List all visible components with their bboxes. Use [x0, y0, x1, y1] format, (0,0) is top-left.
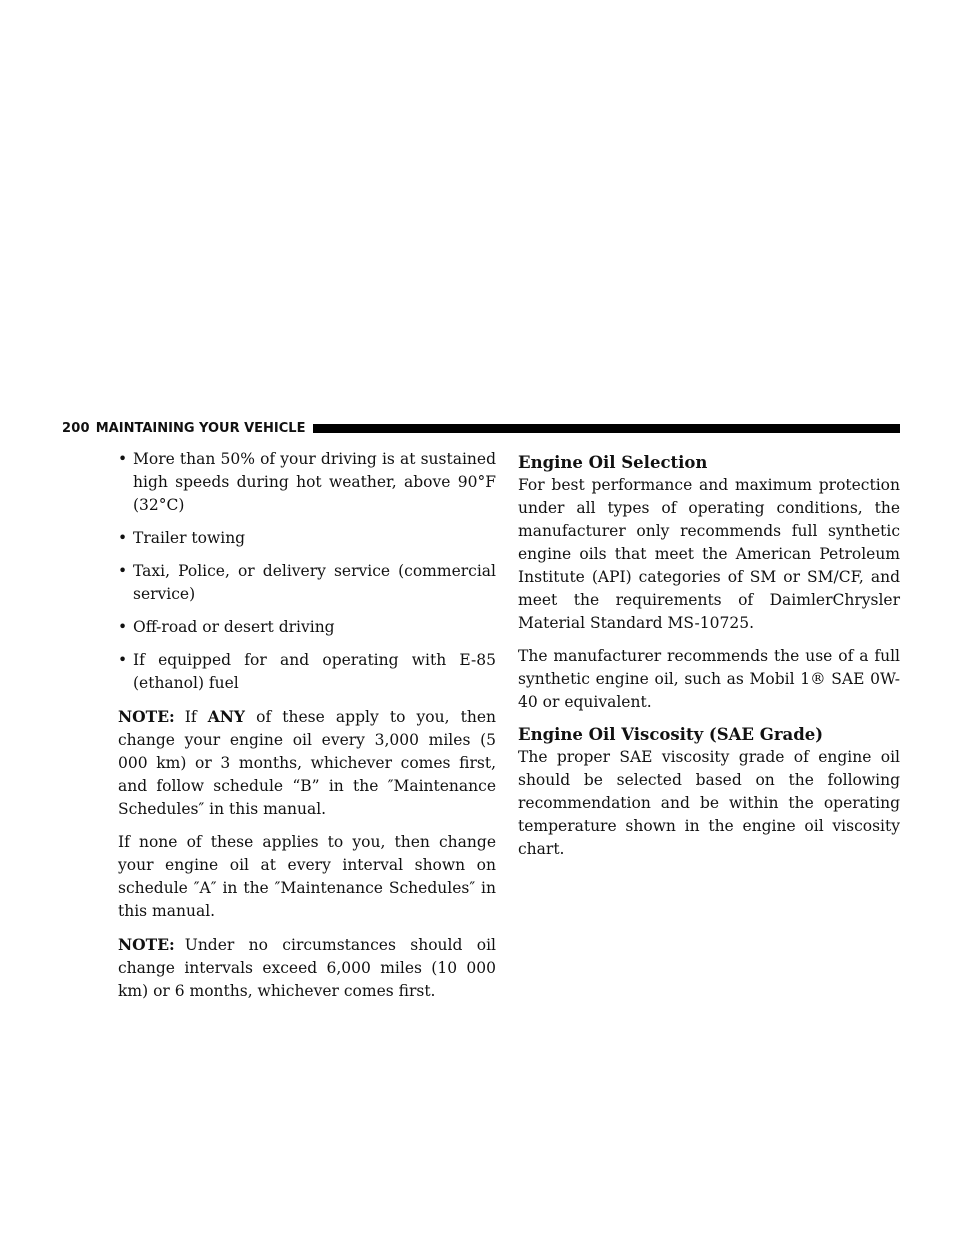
- paragraph-recommended-oil: The manufacturer recommends the use of a full synthetic engine oil, such as Mobil 1® SAE 0W-40 or equivalent.: [518, 647, 900, 711]
- list-item: • Off-road or desert driving: [118, 616, 496, 639]
- list-item: • More than 50% of your driving is at sustained high speeds during hot weather, above 90°F (32°C): [118, 450, 496, 514]
- note-oil-change: NOTE: If ANY of these apply to you, then change your engine oil every 3,000 miles (5 000 km) or 3 months, whichever comes first, and follow schedule “B” in the ″Maintenance Schedules″ in this manual.: [118, 707, 496, 818]
- bullet-icon: •: [118, 651, 128, 669]
- header-rule: [313, 424, 900, 433]
- heading-oil-selection: Engine Oil Selection: [518, 453, 708, 472]
- condition-list: [118, 448, 496, 695]
- list-item: • Trailer towing: [118, 527, 496, 550]
- heading-oil-viscosity: Engine Oil Viscosity (SAE Grade): [518, 725, 824, 744]
- paragraph-oil-selection: For best performance and maximum protection under all types of operating conditions, the manufacturer only recommends full synthetic engine oils that meet the American Petroleum Institute (API) categories of SM or SM/CF, and meet the requirements of DaimlerChrysler Material Standard MS-10725.: [518, 476, 900, 632]
- list-item: • Taxi, Police, or delivery service (commercial service): [118, 562, 496, 603]
- bullet-icon: •: [118, 529, 128, 547]
- section-title: MAINTAINING YOUR VEHICLE: [95, 420, 306, 436]
- bullet-icon: •: [118, 562, 128, 580]
- page-number: 200: [62, 420, 90, 436]
- note-label: NOTE:: [118, 935, 175, 954]
- paragraph-viscosity: The proper SAE viscosity grade of engine oil should be selected based on the following recommendation and be within the operating temperature shown in the engine oil viscosity chart.: [518, 748, 900, 858]
- emphasis-any: ANY: [207, 707, 245, 726]
- page-header: [62, 418, 900, 438]
- note-max-interval: NOTE: Under no circumstances should oil change intervals exceed 6,000 miles (10 000 km) or 6 months, whichever comes first.: [118, 935, 496, 1000]
- bullet-icon: •: [118, 450, 128, 468]
- list-item: • If equipped for and operating with E-85 (ethanol) fuel: [118, 651, 496, 692]
- bullet-icon: •: [118, 618, 128, 636]
- left-column: [118, 448, 496, 1013]
- paragraph-schedule-a: If none of these applies to you, then change your engine oil at every interval shown on schedule ″A″ in the ″Maintenance Schedules″ in this manual.: [118, 833, 496, 920]
- right-column: [518, 448, 900, 871]
- note-label: NOTE:: [118, 707, 175, 726]
